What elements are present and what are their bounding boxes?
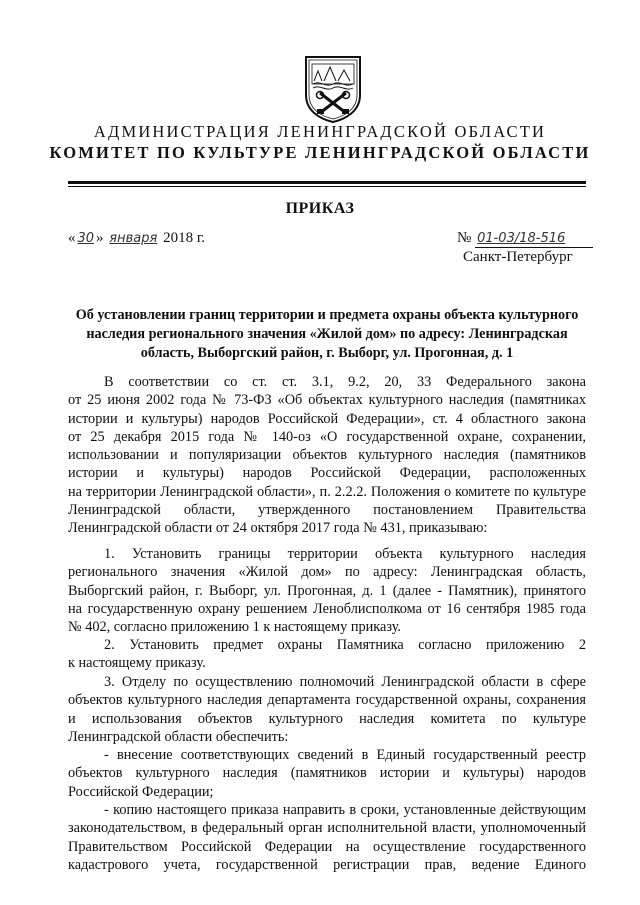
text-line: на государственную охрану решением Леноблисполкома от 16 сентября 1985 года xyxy=(68,600,586,617)
text-line: 1. Установить границы территории объекта культурного наследия xyxy=(104,546,586,562)
text-line: от 25 декабря 2015 года № 140-оз «О государственной охране, сохранении, xyxy=(68,428,586,445)
text-line: и использования объектов культурного наследия комитета по культуре xyxy=(68,710,586,727)
text-line: законодательством, в федеральный орган исполнительной власти, уполномоченный xyxy=(68,820,586,837)
committee-name: КОМИТЕТ ПО КУЛЬТУРЕ ЛЕНИНГРАДСКОЙ ОБЛАСТИ xyxy=(49,143,591,162)
preamble-paragraph xyxy=(68,373,586,538)
text-line: Ленинградской области от 24 октября 2017 года № 431, приказываю: xyxy=(68,520,488,537)
date-quote-open: « xyxy=(68,230,76,246)
item-2-paragraph xyxy=(68,636,586,673)
text-line: Ленинградской области обеспечить: xyxy=(68,728,289,745)
text-line: объектов культурного наследия департамента государственной охраны, сохранения xyxy=(68,692,586,709)
text-line: Выборгский район, г. Выборг, ул. Прогонная, д. 1 (далее - Памятник), принятого xyxy=(68,582,586,599)
document-city: Санкт-Петербург xyxy=(463,249,573,265)
text-line: использовании и популяризации объектов культурного наследия (памятников xyxy=(68,447,586,464)
text-line: Российской Федерации; xyxy=(68,783,214,800)
date-year: 2018 г. xyxy=(163,230,206,246)
date-quote-close: » xyxy=(96,230,104,246)
header-divider-thin xyxy=(68,186,586,187)
text-line: регионального значения «Жилой дом» по адресу: Ленинградская область, xyxy=(68,564,586,581)
coat-of-arms-icon xyxy=(304,55,362,123)
text-line: 2. Установить предмет охраны Памятника согласно приложению 2 xyxy=(104,637,586,653)
document-date xyxy=(68,230,205,247)
text-line: на территории Ленинградской области», п. 2.2.2. Положения о комитете по культуре xyxy=(68,483,586,500)
text-line: к настоящему приказу. xyxy=(68,655,206,672)
document-number xyxy=(457,230,593,248)
org-name: АДМИНИСТРАЦИЯ ЛЕНИНГРАДСКОЙ ОБЛАСТИ xyxy=(93,122,547,141)
date-month: января xyxy=(109,231,158,246)
title-line: область, Выборгский район, г. Выборг, ул. Прогонная, д. 1 xyxy=(140,345,514,361)
text-line: истории и культуры) народов Российской Федерации, расположенных xyxy=(68,465,586,482)
title-line: наследия регионального значения «Жилой дом» по адресу: Ленинградская xyxy=(86,326,568,342)
document-type: ПРИКАЗ xyxy=(285,200,355,217)
text-line: объектов культурного наследия (памятников истории и культуры) народов xyxy=(68,765,586,782)
title-line: Об установлении границ территории и предмета охраны объекта культурного xyxy=(75,307,579,323)
text-line: истории и культуры) народов Российской Федерации», ст. 4 областного закона xyxy=(68,410,586,427)
bullet-1-paragraph xyxy=(68,746,586,801)
number-label: № xyxy=(457,230,472,246)
item-1-paragraph xyxy=(68,545,586,636)
bullet-2-paragraph xyxy=(68,801,586,874)
date-day: 30 xyxy=(77,231,95,246)
text-line: Правительством Российской Федерации на осуществление государственного xyxy=(68,838,586,855)
header-divider-thick xyxy=(68,181,586,184)
text-line: - копию настоящего приказа направить в сроки, установленные действующим xyxy=(104,802,586,818)
text-line: - внесение соответствующих сведений в Единый государственный реестр xyxy=(104,747,586,763)
text-line: Ленинградской области, утвержденного постановлением Правительства xyxy=(68,502,586,519)
text-line: 3. Отделу по осуществлению полномочий Ленинградской области в сфере xyxy=(104,674,586,690)
text-line: В соответствии со ст. ст. 3.1, 9.2, 20, 33 Федерального закона xyxy=(104,374,586,390)
item-3-paragraph xyxy=(68,673,586,746)
number-value: 01-03/18-516 xyxy=(477,231,566,246)
text-line: от 25 июня 2002 года № 73-ФЗ «Об объектах культурного наследия (памятниках xyxy=(68,392,586,409)
document-title xyxy=(68,306,586,363)
text-line: № 402, согласно приложению 1 к настоящему приказу. xyxy=(68,619,401,636)
text-line: кадастрового учета, государственной регистрации прав, ведение Единого xyxy=(68,856,586,873)
